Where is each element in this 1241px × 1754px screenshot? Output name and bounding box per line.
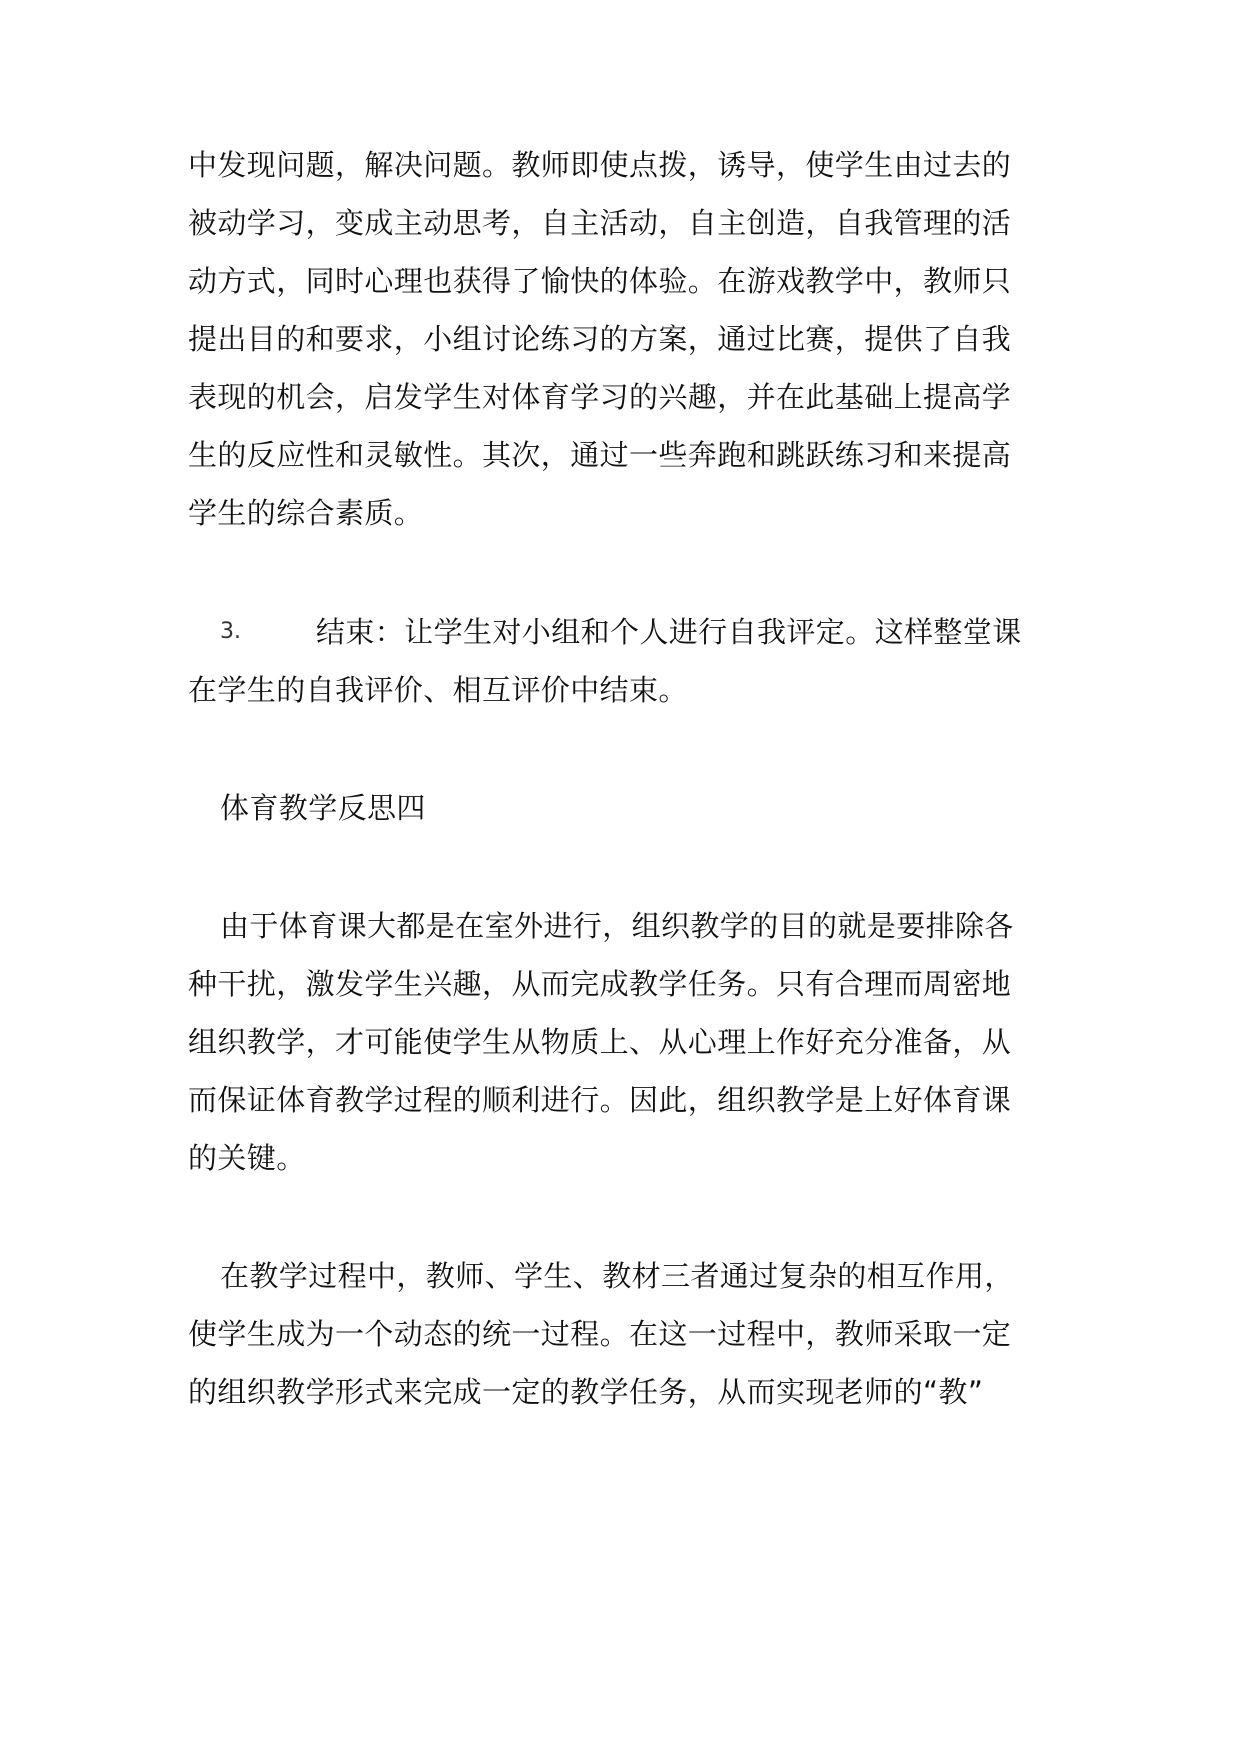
paragraph-1-line: 提出目的和要求，小组讨论练习的方案，通过比赛，提供了自我 — [188, 322, 1012, 356]
paragraph-2-line: 的关键。 — [188, 1141, 306, 1175]
paragraph-3-line: 在教学过程中，教师、学生、教材三者通过复杂的相互作用， — [220, 1259, 1014, 1293]
section-heading: 体育教学反思四 — [220, 791, 426, 825]
paragraph-1-line: 生的反应性和灵敏性。其次，通过一些奔跑和跳跃练习和来提高 — [188, 438, 1012, 472]
paragraph-1-line: 动方式，同时心理也获得了愉快的体验。在游戏教学中，教师只 — [188, 264, 1012, 298]
paragraph-3-line: 使学生成为一个动态的统一过程。在这一过程中，教师采取一定 — [188, 1317, 1012, 1351]
list-item-number: 3. — [220, 619, 241, 644]
paragraph-2-line: 而保证体育教学过程的顺利进行。因此，组织教学是上好体育课 — [188, 1083, 1012, 1117]
paragraph-2-line: 组织教学，才可能使学生从物质上、从心理上作好充分准备，从 — [188, 1025, 1012, 1059]
list-item-line: 结束：让学生对小组和个人进行自我评定。这样整堂课 — [316, 615, 1022, 649]
paragraph-1-line: 中发现问题，解决问题。教师即使点拨，诱导，使学生由过去的 — [188, 148, 1012, 182]
paragraph-1-line: 学生的综合素质。 — [188, 496, 424, 530]
paragraph-3-line: 的组织教学形式来完成一定的教学任务，从而实现老师的“教” — [188, 1375, 984, 1409]
paragraph-1-line: 表现的机会，启发学生对体育学习的兴趣，并在此基础上提高学 — [188, 380, 1012, 414]
paragraph-1-line: 被动学习，变成主动思考，自主活动，自主创造，自我管理的活 — [188, 206, 1012, 240]
paragraph-2-line: 种干扰，激发学生兴趣，从而完成教学任务。只有合理而周密地 — [188, 967, 1012, 1001]
list-item-line: 在学生的自我评价、相互评价中结束。 — [188, 673, 688, 707]
paragraph-2-line: 由于体育课大都是在室外进行，组织教学的目的就是要排除各 — [220, 909, 1014, 943]
